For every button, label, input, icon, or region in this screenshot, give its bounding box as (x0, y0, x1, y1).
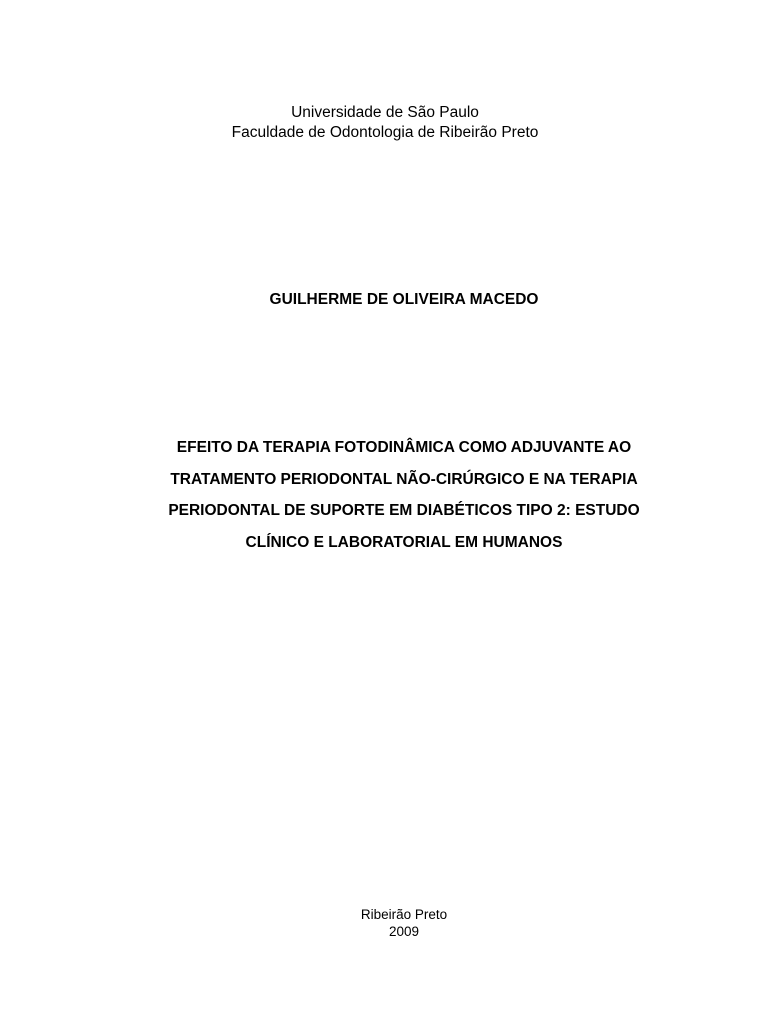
thesis-title (0, 432, 770, 558)
faculty-name: Faculdade de Odontologia de Ribeirão Preto (231, 124, 539, 141)
year: 2009 (388, 924, 420, 939)
title-line: TRATAMENTO PERIODONTAL NÃO-CIRÚRGICO E NA TERAPIA (170, 470, 638, 488)
city: Ribeirão Preto (360, 907, 448, 922)
institution-header (0, 103, 770, 143)
author-name: GUILHERME DE OLIVEIRA MACEDO (269, 291, 539, 308)
university-name: Universidade de São Paulo (291, 104, 479, 121)
title-line: PERIODONTAL DE SUPORTE EM DIABÉTICOS TIPO 2: ESTUDO (168, 502, 640, 519)
place-and-year (0, 906, 770, 940)
title-line: EFEITO DA TERAPIA FOTODINÂMICA COMO ADJUVANTE AO (176, 439, 632, 456)
title-line: CLÍNICO E LABORATORIAL EM HUMANOS (245, 533, 563, 551)
